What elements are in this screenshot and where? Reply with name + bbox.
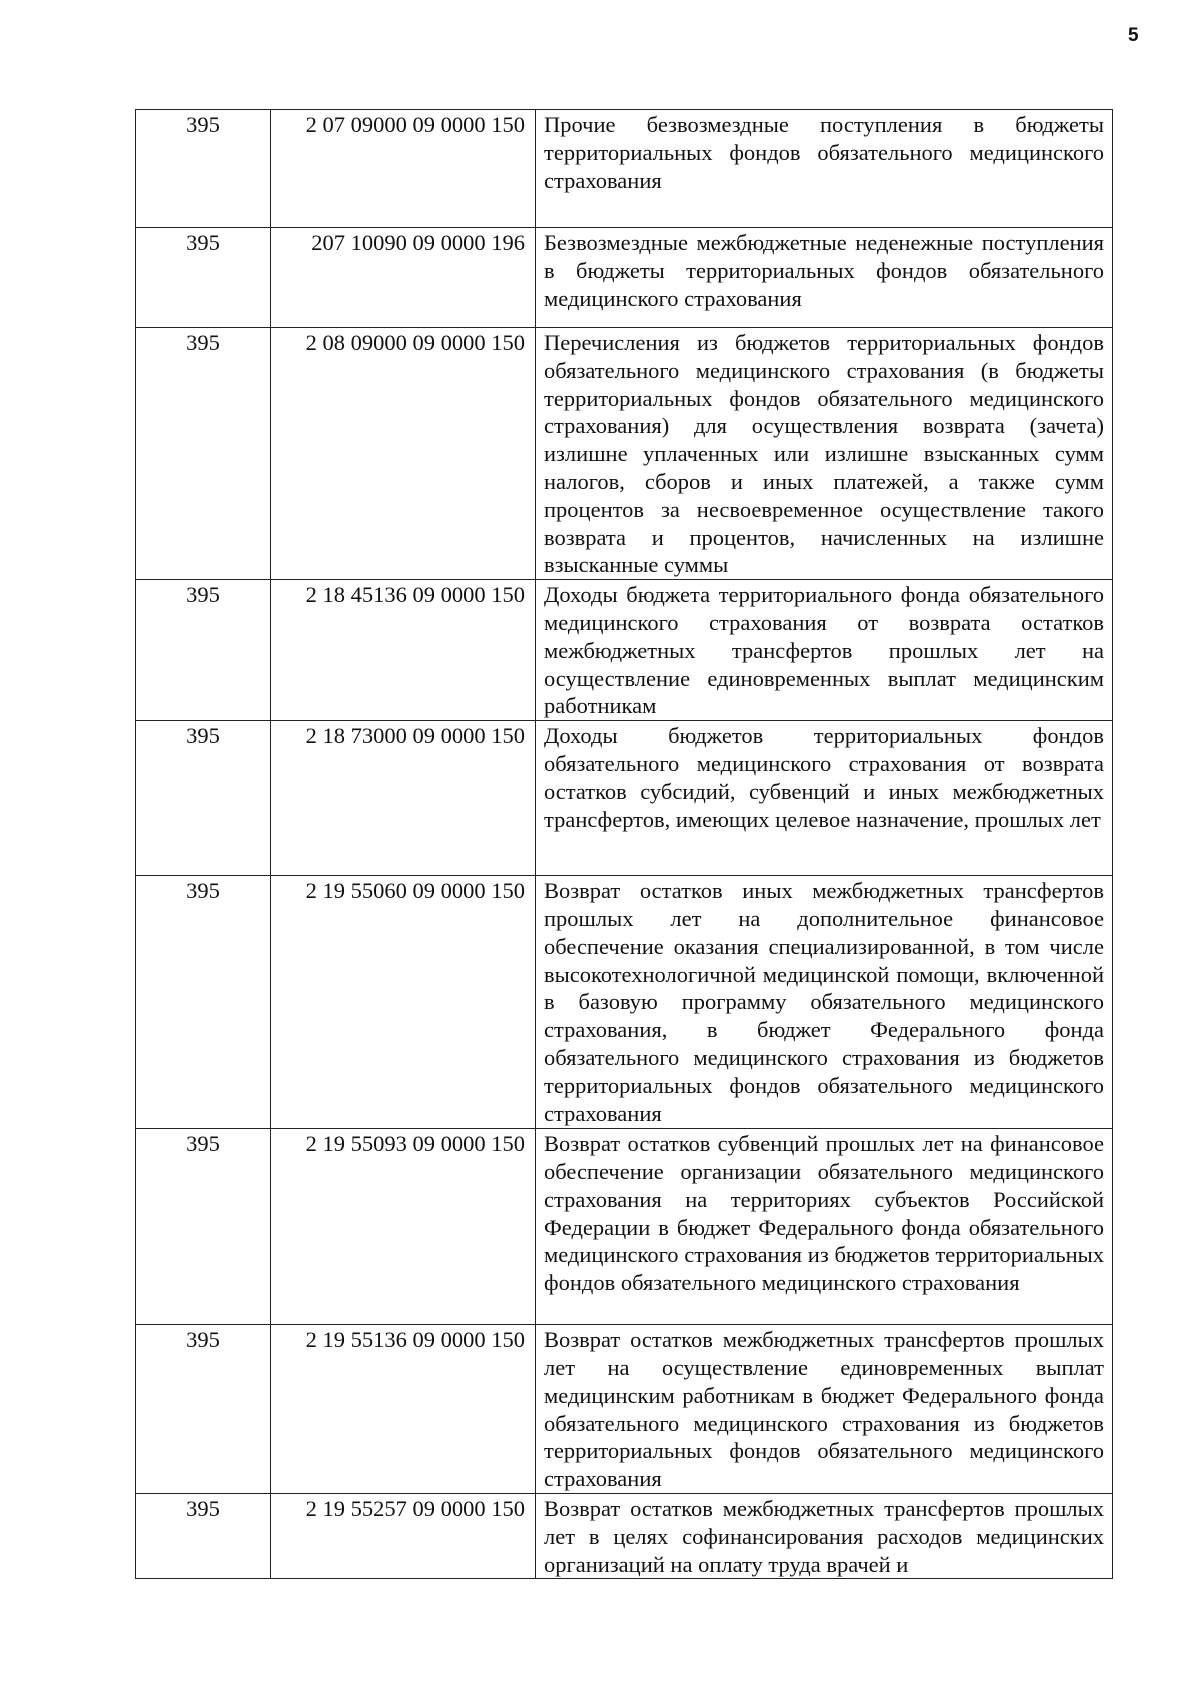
description-cell: Перечисления из бюджетов территориальных фондов обязательного медицинского страхования (в бюджеты территориальных фондов обязательного медицинского страхования) для осуществления возврата (зачета) излишне уплаченных или излишне взысканных сумм налогов, сборов и иных платежей, а также сумм процентов за несвоевременное осуществление такого возврата и процентов, начисленных на излишне взысканные суммы xyxy=(536,328,1113,580)
admin-code-cell: 395 xyxy=(136,1325,271,1494)
admin-code-cell: 395 xyxy=(136,1493,271,1578)
budget-code-cell: 2 18 73000 09 0000 150 xyxy=(271,721,536,876)
budget-code-cell: 2 08 09000 09 0000 150 xyxy=(271,328,536,580)
admin-code-cell: 395 xyxy=(136,328,271,580)
table-row xyxy=(136,1325,1113,1494)
budget-code-cell: 2 19 55136 09 0000 150 xyxy=(271,1325,536,1494)
budget-code-cell: 2 19 55060 09 0000 150 xyxy=(271,876,536,1129)
budget-codes-table xyxy=(135,109,1113,1579)
description-cell: Возврат остатков межбюджетных трансфертов прошлых лет в целях софинансирования расходов медицинских организаций на оплату труда врачей и xyxy=(536,1493,1113,1578)
description-cell: Доходы бюджета территориального фонда обязательного медицинского страхования от возврата остатков межбюджетных трансфертов прошлых лет на осуществление единовременных выплат медицинским работникам xyxy=(536,580,1113,721)
admin-code-cell: 395 xyxy=(136,228,271,328)
table-row xyxy=(136,110,1113,228)
admin-code-cell: 395 xyxy=(136,110,271,228)
table-row xyxy=(136,328,1113,580)
table-row xyxy=(136,721,1113,876)
budget-code-cell: 2 19 55093 09 0000 150 xyxy=(271,1129,536,1325)
table-row xyxy=(136,1129,1113,1325)
admin-code-cell: 395 xyxy=(136,1129,271,1325)
description-cell: Возврат остатков межбюджетных трансфертов прошлых лет на осуществление единовременных выплат медицинским работникам в бюджет Федерального фонда обязательного медицинского страхования из бюджетов территориальных фондов обязательного медицинского страхования xyxy=(536,1325,1113,1494)
admin-code-cell: 395 xyxy=(136,876,271,1129)
table-row xyxy=(136,876,1113,1129)
budget-code-cell: 2 07 09000 09 0000 150 xyxy=(271,110,536,228)
page-number: 5 xyxy=(1128,25,1139,46)
description-cell: Возврат остатков иных межбюджетных трансфертов прошлых лет на дополнительное финансовое обеспечение оказания специализированной, в том числе высокотехнологичной медицинской помощи, включенной в базовую программу обязательного медицинского страхования, в бюджет Федерального фонда обязательного медицинского страхования из бюджетов территориальных фондов обязательного медицинского страхования xyxy=(536,876,1113,1129)
admin-code-cell: 395 xyxy=(136,721,271,876)
table-row xyxy=(136,580,1113,721)
description-cell: Безвозмездные межбюджетные неденежные поступления в бюджеты территориальных фондов обязательного медицинского страхования xyxy=(536,228,1113,328)
admin-code-cell: 395 xyxy=(136,580,271,721)
table-row xyxy=(136,1493,1113,1578)
table-row xyxy=(136,228,1113,328)
budget-code-cell: 2 18 45136 09 0000 150 xyxy=(271,580,536,721)
description-cell: Доходы бюджетов территориальных фондов обязательного медицинского страхования от возврата остатков субсидий, субвенций и иных межбюджетных трансфертов, имеющих целевое назначение, прошлых лет xyxy=(536,721,1113,876)
description-cell: Возврат остатков субвенций прошлых лет на финансовое обеспечение организации обязательного медицинского страхования на территориях субъектов Российской Федерации в бюджет Федерального фонда обязательного медицинского страхования из бюджетов территориальных фондов обязательного медицинского страхования xyxy=(536,1129,1113,1325)
budget-code-cell: 207 10090 09 0000 196 xyxy=(271,228,536,328)
budget-code-cell: 2 19 55257 09 0000 150 xyxy=(271,1493,536,1578)
description-cell: Прочие безвозмездные поступления в бюджеты территориальных фондов обязательного медицинского страхования xyxy=(536,110,1113,228)
